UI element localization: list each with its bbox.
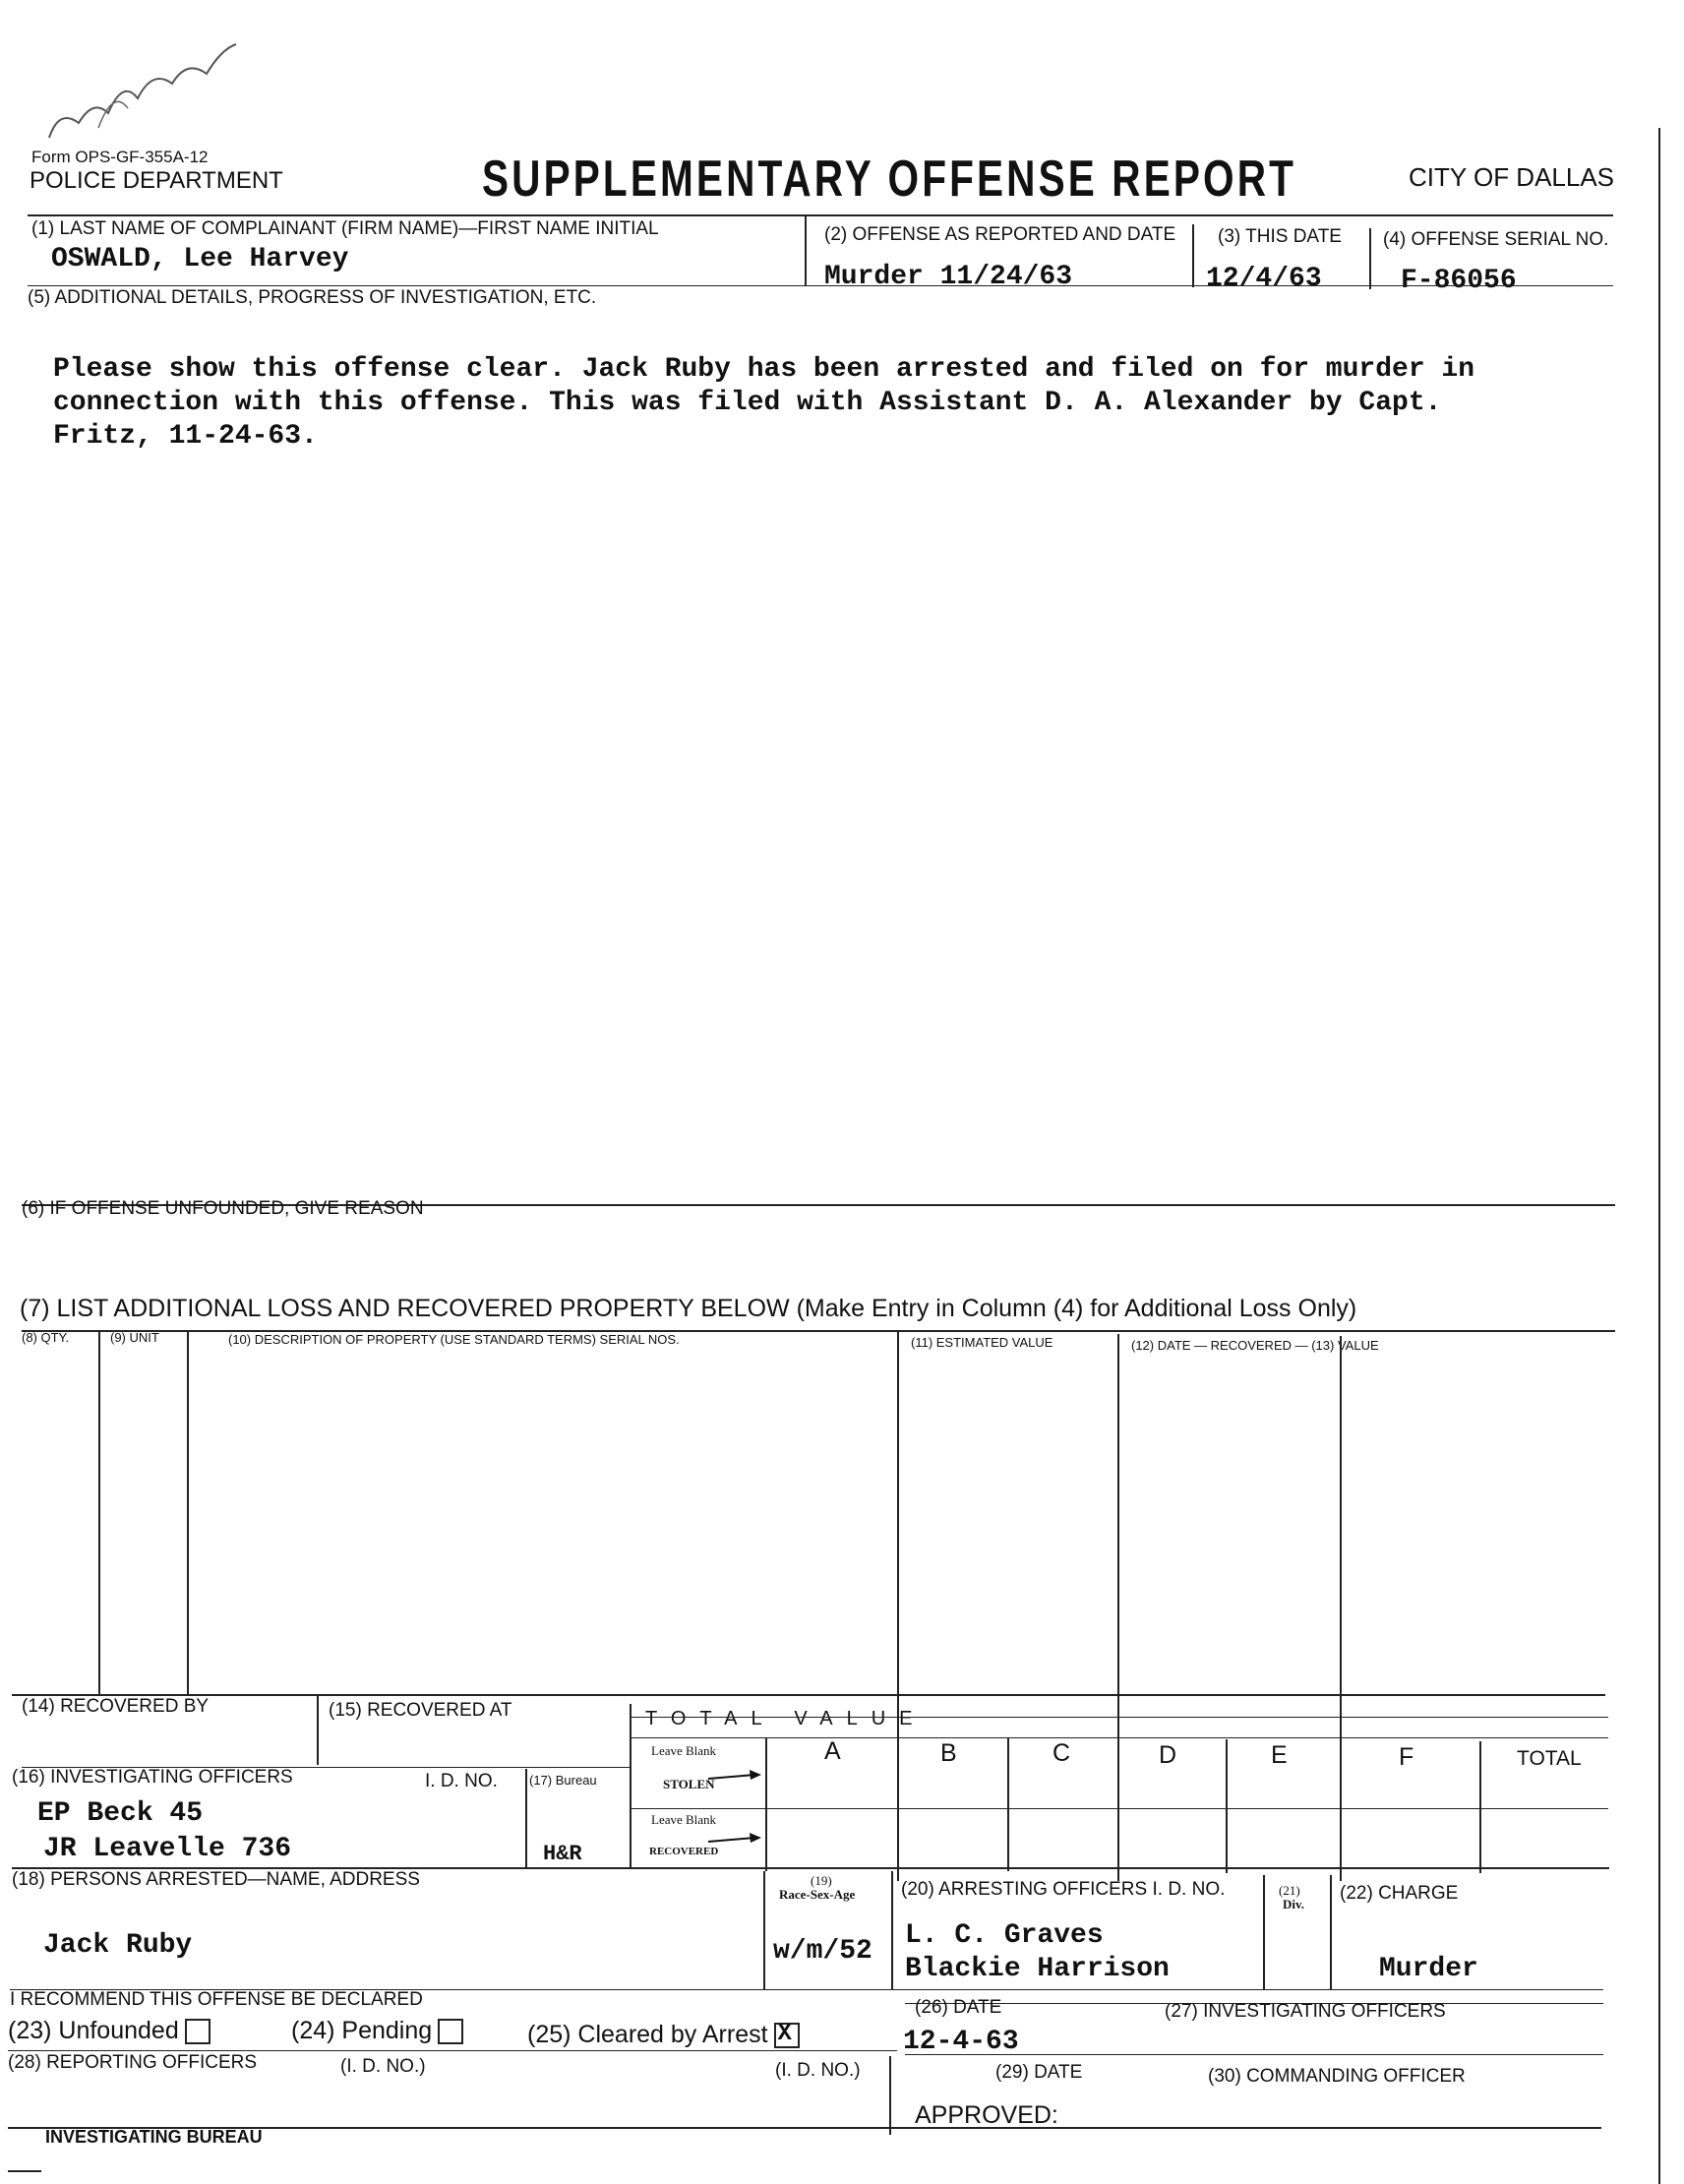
complainant-label: (1) LAST NAME OF COMPLAINANT (FIRM NAME)—FIRST NAME INITIAL [31, 218, 659, 239]
total-col-e: E [1271, 1741, 1288, 1769]
total-col-c: C [1052, 1739, 1071, 1767]
col-unit-label: (9) UNIT [110, 1330, 159, 1345]
total-col-f: F [1399, 1743, 1414, 1771]
bureau-label: (17) Bureau [529, 1773, 597, 1788]
charge-value: Murder [1379, 1954, 1478, 1984]
this-date-label: (3) THIS DATE [1218, 226, 1342, 247]
cleared-checkbox[interactable] [774, 2023, 800, 2048]
total-col-total: TOTAL [1517, 1747, 1582, 1770]
race-sex-age-num: (19) [811, 1873, 832, 1888]
recovered-arrow-icon [706, 1828, 765, 1848]
details-label: (5) ADDITIONAL DETAILS, PROGRESS OF INVESTIGATION, ETC. [28, 287, 597, 308]
details-line-2: connection with this offense. This was filed with Assistant D. A. Alexander by Capt. [53, 388, 1442, 418]
pending-option[interactable] [291, 2017, 463, 2045]
investigating-officer-2: JR Leavelle 736 [43, 1834, 292, 1864]
bureau-value: H&R [543, 1842, 582, 1866]
pending-checkbox[interactable] [438, 2019, 463, 2044]
serial-no-value: F-86056 [1401, 266, 1517, 296]
cleared-check-mark: X [777, 2021, 792, 2048]
total-col-d: D [1159, 1741, 1177, 1769]
leave-blank-recovered: Leave Blank [651, 1812, 717, 1827]
pending-label: (24) Pending [291, 2017, 433, 2044]
recovered-by-label: (14) RECOVERED BY [22, 1696, 210, 1717]
col-qty-label: (8) QTY. [22, 1330, 70, 1345]
recovered-at-label: (15) RECOVERED AT [329, 1700, 512, 1721]
arresting-officer-2: Blackie Harrison [905, 1954, 1170, 1984]
total-col-a: A [824, 1737, 841, 1765]
this-date-value: 12/4/63 [1206, 264, 1322, 294]
investigating-bureau-label: INVESTIGATING BUREAU [45, 2127, 263, 2147]
div-label: Div. [1283, 1897, 1305, 1911]
investigating-officer-1: EP Beck 45 [37, 1798, 204, 1829]
commanding-officer-label: (30) COMMANDING OFFICER [1208, 2066, 1466, 2087]
complainant-value: OSWALD, Lee Harvey [51, 244, 349, 274]
total-value-label: TOTAL VALUE [645, 1708, 927, 1729]
race-sex-age-label: Race-Sex-Age [779, 1887, 856, 1902]
stolen-arrow-icon [706, 1767, 765, 1787]
stolen-label: STOLEN [663, 1777, 715, 1791]
unfounded-label: (23) Unfounded [8, 2017, 179, 2044]
col-description-label: (10) DESCRIPTION OF PROPERTY (USE STANDARD TERMS) SERIAL NOS. [228, 1332, 680, 1347]
serial-no-label: (4) OFFENSE SERIAL NO. [1383, 229, 1609, 250]
arresting-officer-1: L. C. Graves [905, 1920, 1104, 1951]
arresting-officers-label: (20) ARRESTING OFFICERS I. D. NO. [901, 1879, 1226, 1900]
unfounded-checkbox[interactable] [185, 2019, 210, 2044]
reporting-officers-label: (28) REPORTING OFFICERS [8, 2052, 258, 2073]
cleared-label: (25) Cleared by Arrest [527, 2021, 768, 2048]
leave-blank-stolen: Leave Blank [651, 1743, 717, 1758]
officer-id-label: I. D. NO. [425, 1771, 498, 1791]
total-col-b: B [940, 1739, 957, 1767]
unfounded-option[interactable] [8, 2017, 210, 2045]
offense-label: (2) OFFENSE AS REPORTED AND DATE [824, 224, 1176, 245]
unfounded-reason-label: (6) IF OFFENSE UNFOUNDED, GIVE REASON [22, 1198, 424, 1219]
col-estimated-value-label: (11) ESTIMATED VALUE [911, 1335, 1053, 1350]
department-name: POLICE DEPARTMENT [30, 167, 283, 194]
details-line-1: Please show this offense clear. Jack Ruby has been arrested and filed on for murder in [53, 354, 1475, 385]
charge-label: (22) CHARGE [1340, 1883, 1459, 1904]
investigating-officers-27-label: (27) INVESTIGATING OFFICERS [1165, 2001, 1446, 2022]
initials-scribble [39, 30, 256, 148]
recommend-label: I RECOMMEND THIS OFFENSE BE DECLARED [10, 1989, 423, 2010]
col-recovered-label: (12) DATE — RECOVERED — (13) VALUE [1131, 1338, 1379, 1353]
form-number: Form OPS-GF-355A-12 [31, 148, 209, 166]
offense-value: Murder 11/24/63 [824, 262, 1073, 292]
date-26-label: (26) DATE [915, 1997, 1002, 2018]
details-line-3: Fritz, 11-24-63. [53, 421, 318, 452]
div-num: (21) [1279, 1883, 1300, 1898]
date-29-label: (29) DATE [995, 2062, 1083, 2083]
property-list-label: (7) LIST ADDITIONAL LOSS AND RECOVERED PROPERTY BELOW (Make Entry in Column (4) for Additional Loss Only) [20, 1295, 1357, 1322]
report-title: SUPPLEMENTARY OFFENSE REPORT [482, 151, 1297, 208]
persons-arrested-label: (18) PERSONS ARRESTED—NAME, ADDRESS [12, 1869, 420, 1890]
investigating-officers-label: (16) INVESTIGATING OFFICERS [12, 1767, 293, 1788]
approved-label: APPROVED: [915, 2101, 1058, 2129]
date-26-value: 12-4-63 [903, 2027, 1019, 2057]
recovered-label: RECOVERED [649, 1846, 719, 1857]
race-sex-age-value: w/m/52 [773, 1936, 872, 1967]
city-name: CITY OF DALLAS [1409, 162, 1615, 192]
reporting-id-label-a: (I. D. NO.) [340, 2056, 426, 2077]
persons-arrested-value: Jack Ruby [43, 1930, 193, 1961]
reporting-id-label-b: (I. D. NO.) [775, 2060, 861, 2081]
cleared-option[interactable] [527, 2021, 800, 2049]
